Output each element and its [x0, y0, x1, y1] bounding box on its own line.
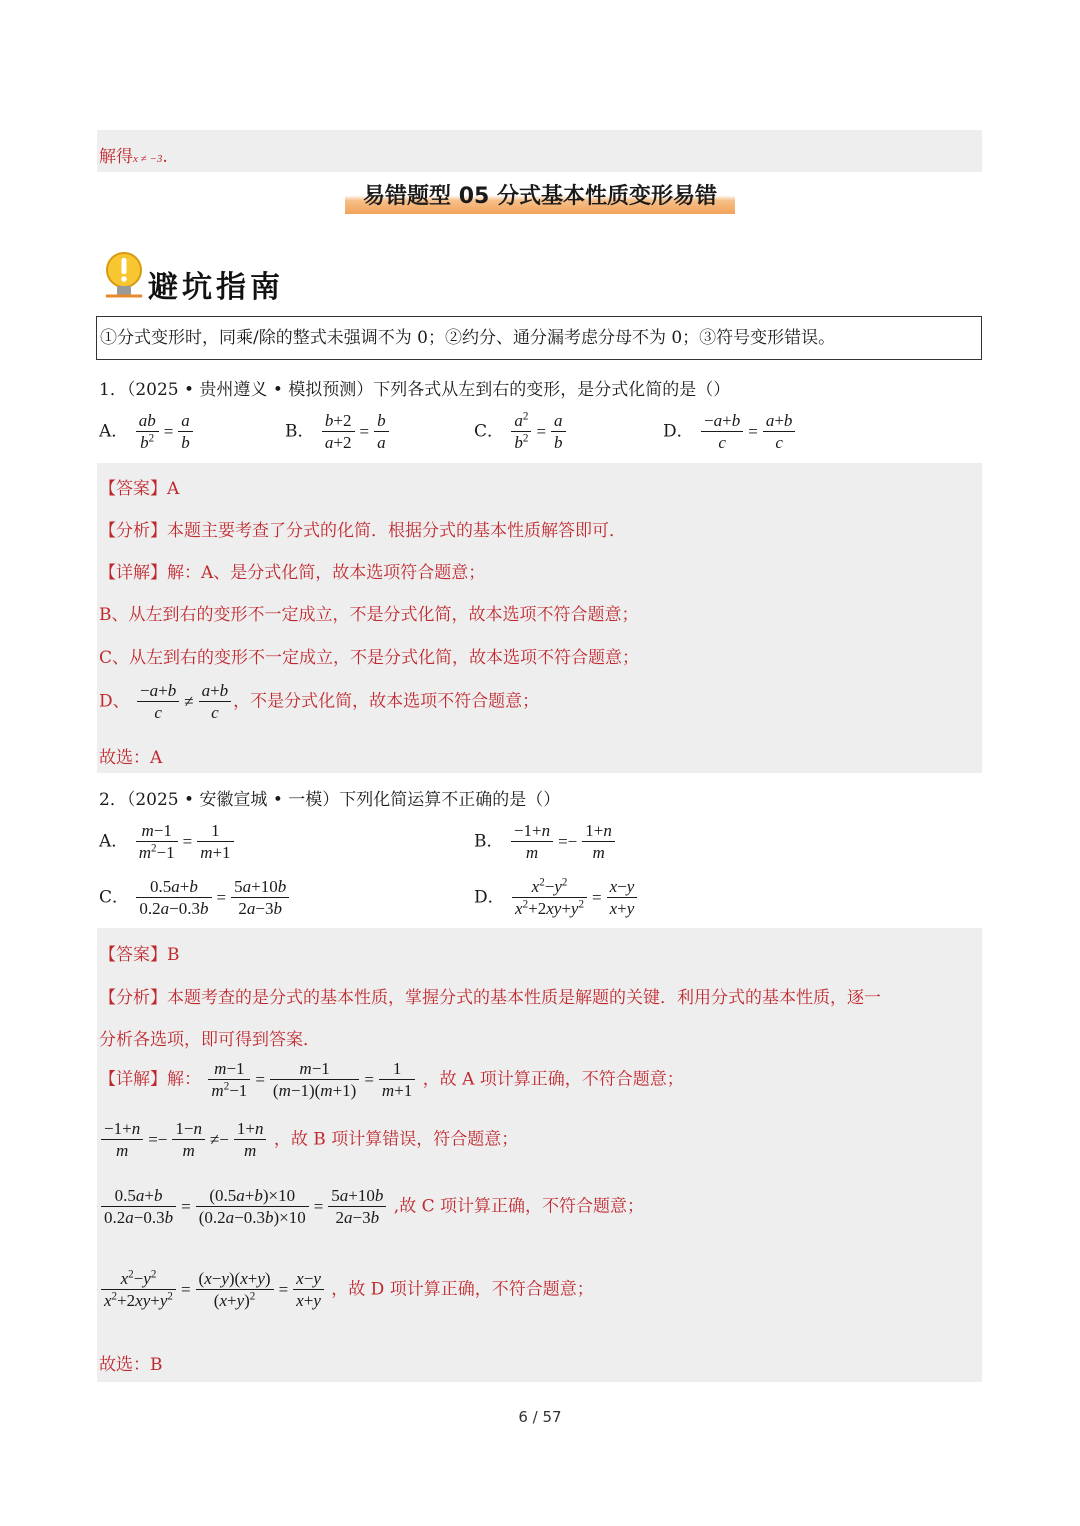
- fraction: $\frac{-a+b}{c}$: [137, 680, 179, 724]
- detail-tag: 【详解】: [99, 1069, 167, 1090]
- fraction: $\frac{(0.5a+b)\times 10}{(0.2a-0.3b)\times 10}$: [196, 1185, 309, 1229]
- option-label: D．: [663, 421, 694, 442]
- q2-option-c: C． $\frac{0.5a+b}{0.2a-0.3b}$ = $\frac{5a+10b}{2a-3b}$: [99, 876, 291, 920]
- fraction: $\frac{0.5a+b}{0.2a-0.3b}$: [136, 876, 211, 920]
- detail-prefix: 解：: [167, 1069, 201, 1090]
- q2-detail-d: $\frac{x^2-y^2}{x^2+2xy+y^2}$ = $\frac{(x-y)(x+y)}{(x+y)^2}$ = $\frac{x-y}{x+y}$ ，故 D 项计算正确，不符合题意；: [99, 1268, 594, 1312]
- detail-text: 解：A、是分式化简，故本选项符合题意；: [167, 563, 486, 583]
- q1-analysis: [99, 516, 626, 541]
- detail-text: ，不是分式化简，故本选项不符合题意；: [233, 691, 540, 712]
- q2-detail-b: $\frac{-1+n}{m}$ =− $\frac{1-n}{m}$ ≠− $\frac{1+n}{m}$ ，故 B 项计算错误，符合题意；: [99, 1118, 518, 1162]
- lightbulb-icon: [100, 250, 148, 302]
- q1-detail-b: B、从左到右的变形不一定成立，不是分式化简，故本选项不符合题意；: [99, 605, 639, 625]
- option-label: A．: [99, 831, 129, 852]
- guide-title: 避坑指南: [148, 270, 284, 305]
- detail-tag: 【详解】: [99, 563, 167, 583]
- q1-detail-d: D、 $\frac{-a+b}{c}$ ≠ $\frac{a+b}{c}$ ，不是分式化简，故本选项不符合题意；: [99, 681, 540, 723]
- q2-detail-c: $\frac{0.5a+b}{0.2a-0.3b}$ = $\frac{(0.5a+b)\times 10}{(0.2a-0.3b)\times 10}$ = $\frac{5a+10b}{2a-3b}$ ,故 C 项计算正确，不符合题意；: [99, 1185, 644, 1229]
- option-label: C．: [474, 421, 505, 442]
- option-label: C．: [99, 887, 130, 908]
- q2-answer: [99, 940, 180, 965]
- answer-value: B: [167, 945, 180, 965]
- fraction: $\frac{a}{b}$: [551, 410, 566, 454]
- fraction: $\frac{5a+10b}{2a-3b}$: [231, 876, 289, 920]
- fraction: $\frac{5a+10b}{2a-3b}$: [328, 1185, 386, 1229]
- previous-solution-line: [99, 142, 168, 167]
- q2-detail-a: 【详解】解： $\frac{m-1}{m^2-1}$ = $\frac{m-1}{(m-1)(m+1)}$ = $\frac{1}{m+1}$ ，故 A 项计算正确，不符合题意；: [99, 1059, 684, 1101]
- q2-option-a: A． $\frac{m-1}{m^2-1}$ = $\frac{1}{m+1}$: [99, 820, 236, 864]
- fraction: $\frac{1-n}{m}$: [172, 1118, 205, 1162]
- detail-text: ，故 B 项计算错误，符合题意；: [273, 1129, 519, 1150]
- fraction: $\frac{1+n}{m}$: [582, 820, 615, 864]
- fraction: $\frac{b+2}{a+2}$: [322, 410, 355, 454]
- q1-option-b: B． $\frac{b+2}{a+2}$ = $\frac{b}{a}$: [285, 410, 391, 454]
- answer-value: A: [167, 479, 180, 499]
- solution-prefix: 解得: [99, 147, 133, 167]
- fraction: $\frac{ab}{b^2}$: [136, 410, 159, 454]
- q2-analysis-line-1: [99, 983, 881, 1008]
- solution-period: .: [162, 147, 168, 167]
- fraction: $\frac{1+n}{m}$: [234, 1118, 267, 1162]
- fraction: $\frac{1}{m+1}$: [197, 820, 233, 864]
- q2-choose: 故选：B: [99, 1355, 163, 1375]
- fraction: $\frac{x^2-y^2}{x^2+2xy+y^2}$: [512, 876, 587, 920]
- fraction: $\frac{-1+n}{m}$: [511, 820, 553, 864]
- detail-text: ，故 A 项计算正确，不符合题意；: [422, 1069, 684, 1090]
- fraction: $\frac{m-1}{m^2-1}$: [136, 820, 178, 864]
- analysis-text: 本题考查的是分式的基本性质，掌握分式的基本性质是解题的关键．利用分式的基本性质，逐一: [167, 988, 881, 1008]
- fraction: $\frac{x-y}{x+y}$: [293, 1268, 324, 1312]
- q1-stem: 1．（2025 • 贵州遵义 • 模拟预测）下列各式从左到右的变形，是分式化简的是（）: [99, 380, 731, 400]
- fraction: $\frac{a^2}{b^2}$: [511, 410, 531, 454]
- answer-tag: 【答案】: [99, 479, 167, 499]
- q1-option-a: A． $\frac{ab}{b^2}$ = $\frac{a}{b}$: [99, 410, 195, 454]
- analysis-tag: 【分析】: [99, 521, 167, 541]
- option-label: A．: [99, 421, 129, 442]
- analysis-text: 本题主要考查了分式的化简．根据分式的基本性质解答即可．: [167, 521, 626, 541]
- fraction: $\frac{b}{a}$: [374, 410, 389, 454]
- fraction: $\frac{x^2-y^2}{x^2+2xy+y^2}$: [101, 1268, 176, 1312]
- fraction: $\frac{0.5a+b}{0.2a-0.3b}$: [101, 1185, 176, 1229]
- page-number: 6 / 57: [518, 1408, 562, 1426]
- section-title: 易错题型 05 分式基本性质变形易错: [345, 180, 735, 214]
- q2-option-b: B． $\frac{-1+n}{m}$ =− $\frac{1+n}{m}$: [474, 820, 617, 864]
- fraction: $\frac{m-1}{(m-1)(m+1)}$: [270, 1058, 359, 1102]
- fraction: $\frac{1}{m+1}$: [379, 1058, 415, 1102]
- fraction: $\frac{(x-y)(x+y)}{(x+y)^2}$: [196, 1268, 274, 1312]
- fraction: $\frac{a}{b}$: [178, 410, 193, 454]
- previous-solution-band: [97, 130, 982, 172]
- detail-text: ,故 C 项计算正确，不符合题意；: [393, 1196, 645, 1217]
- solution-condition: x ≠ −3: [133, 153, 163, 165]
- fraction: $\frac{x-y}{x+y}$: [607, 876, 638, 920]
- fraction: $\frac{a+b}{c}$: [763, 410, 796, 454]
- fraction: $\frac{-a+b}{c}$: [701, 410, 743, 454]
- q1-option-c: C． $\frac{a^2}{b^2}$ = $\frac{a}{b}$: [474, 410, 568, 454]
- fraction: $\frac{-1+n}{m}$: [101, 1118, 143, 1162]
- q2-stem: 2．（2025 • 安徽宣城 • 一模）下列化简运算不正确的是（）: [99, 790, 561, 810]
- answer-tag: 【答案】: [99, 945, 167, 965]
- q1-answer: [99, 474, 179, 499]
- q1-choose: 故选：A: [99, 748, 163, 768]
- detail-prefix: D、: [99, 691, 130, 712]
- q1-detail-a: [99, 558, 485, 583]
- guide-tip-box: [96, 316, 982, 360]
- guide-tip-text: ①分式变形时，同乘/除的整式未强调不为 0；②约分、通分漏考虑分母不为 0；③符号变形错误。: [100, 328, 836, 348]
- option-label: B．: [285, 421, 315, 442]
- q2-analysis-line-2: 分析各选项，即可得到答案．: [99, 1030, 320, 1050]
- option-label: D．: [474, 887, 505, 908]
- q1-option-d: D． $\frac{-a+b}{c}$ = $\frac{a+b}{c}$: [663, 410, 797, 454]
- fraction: $\frac{m-1}{m^2-1}$: [208, 1058, 250, 1102]
- q1-detail-c: C、从左到右的变形不一定成立，不是分式化简，故本选项不符合题意；: [99, 648, 640, 668]
- fraction: $\frac{a+b}{c}$: [199, 680, 232, 724]
- analysis-tag: 【分析】: [99, 988, 167, 1008]
- detail-text: ，故 D 项计算正确，不符合题意；: [331, 1279, 594, 1300]
- q2-option-d: D． $\frac{x^2-y^2}{x^2+2xy+y^2}$ = $\frac{x-y}{x+y}$: [474, 876, 639, 920]
- option-label: B．: [474, 831, 504, 852]
